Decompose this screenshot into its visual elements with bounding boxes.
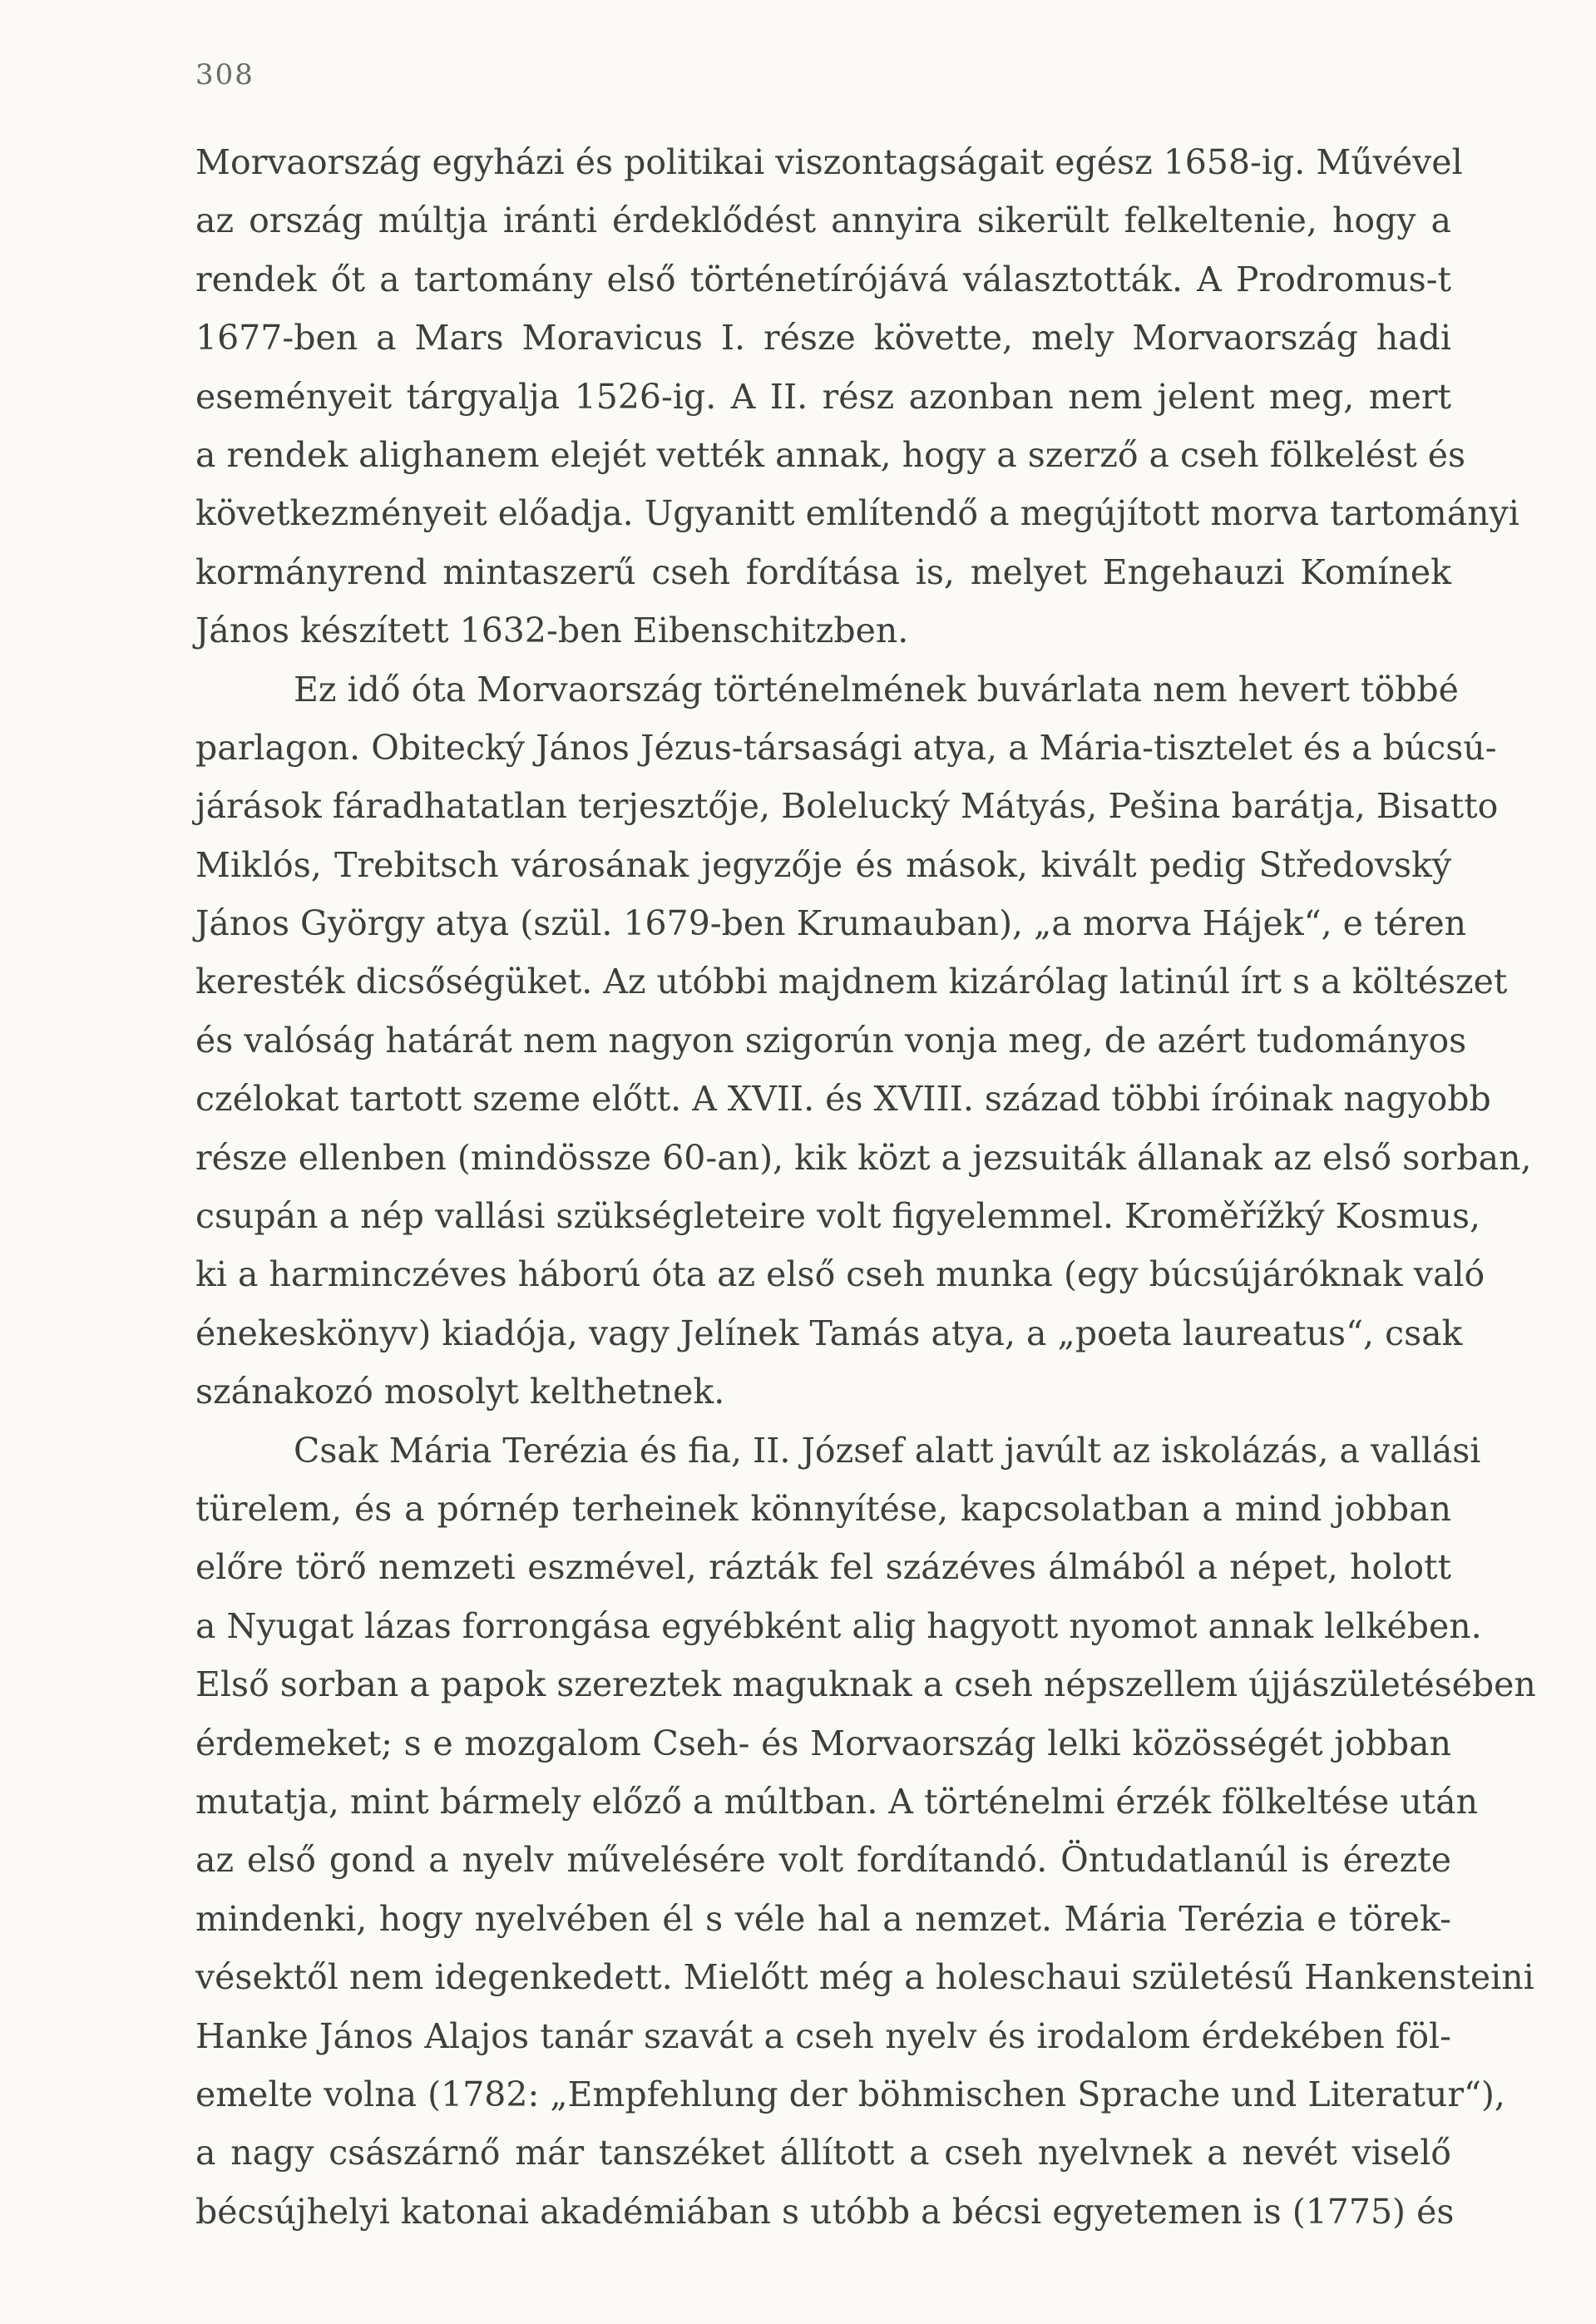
text-line: vésektől nem idegenkedett. Mielőtt még a holeschaui születésű Hankensteini: [195, 1957, 1534, 1998]
text-line: János György atya (szül. 1679-ben Krumauban), „a morva Hájek“, e téren: [195, 903, 1466, 944]
text-line: parlagon. Obitecký János Jézus-társasági atya, a Mária-tisztelet és a búcsú-: [195, 727, 1497, 768]
text-line: szánakozó mosolyt kelthetnek.: [195, 1372, 725, 1412]
text-line: járások fáradhatatlan terjesztője, Bolelucký Mátyás, Pešina barátja, Bisatto: [195, 786, 1499, 827]
body-text: [195, 133, 1536, 2241]
text-line: és valóság határát nem nagyon szigorún vonja meg, de azért tudományos: [195, 1020, 1467, 1061]
text-line: érdemeket; s e mozgalom Cseh- és Morvaország lelki közösségét jobban: [195, 1723, 1451, 1763]
text-line: kormányrend mintaszerű cseh fordítása is, melyet Engehauzi Komínek: [195, 551, 1451, 592]
text-line: Miklós, Trebitsch városának jegyzője és mások, kivált pedig Středovský: [195, 844, 1451, 885]
text-line: az első gond a nyelv művelésére volt fordítandó. Öntudatlanúl is érezte: [195, 1840, 1451, 1881]
text-line: a rendek alighanem elejét vették annak, hogy a szerző a cseh fölkelést és: [195, 434, 1466, 475]
text-line: János készített 1632-ben Eibenschitzben.: [195, 611, 909, 651]
text-line: az ország múltja iránti érdeklődést annyira sikerült felkeltenie, hogy a: [195, 200, 1451, 241]
text-line: előre törő nemzeti eszmével, rázták fel százéves álmából a népet, holott: [195, 1547, 1451, 1588]
text-line: bécsújhelyi katonai akadémiában s utóbb a bécsi egyetemen is (1775) és: [195, 2191, 1455, 2232]
text-line: a nagy császárnő már tanszéket állított a cseh nyelvnek a nevét viselő: [195, 2133, 1451, 2173]
text-line: énekeskönyv) kiadója, vagy Jelínek Tamás atya, a „poeta laureatus“, csak: [195, 1313, 1463, 1353]
text-line: 1677-ben a Mars Moravicus I. része követte, mely Morvaország hadi: [195, 318, 1451, 358]
text-line: emelte volna (1782: „Empfehlung der böhmischen Sprache und Literatur“),: [195, 2074, 1505, 2114]
text-line: Morvaország egyházi és politikai viszontagságait egész 1658-ig. Művével: [195, 142, 1463, 182]
text-line: keresték dicsőségüket. Az utóbbi majdnem kizárólag latinúl írt s a költészet: [195, 962, 1508, 1002]
text-line: mindenki, hogy nyelvében él s véle hal a nemzet. Mária Terézia e törek-: [195, 1898, 1451, 1939]
text-line: a Nyugat lázas forrongása egyébként alig hagyott nyomot annak lelkében.: [195, 1605, 1482, 1646]
text-line: ki a harminczéves háború óta az első cseh munka (egy búcsújáróknak való: [195, 1254, 1485, 1295]
text-line: rendek őt a tartomány első történetírójává választották. A Prodromus-t: [195, 259, 1451, 299]
text-line: türelem, és a pórnép terheinek könnyítése, kapcsolatban a mind jobban: [195, 1488, 1451, 1529]
page-number: 308: [195, 58, 254, 91]
text-line: része ellenben (mindössze 60-an), kik közt a jezsuiták állanak az első sorban,: [195, 1137, 1532, 1178]
text-line: Első sorban a papok szereztek maguknak a cseh népszellem újjászületésében: [195, 1664, 1536, 1705]
text-line: csupán a nép vallási szükségleteire volt figyelemmel. Kroměřížký Kosmus,: [195, 1196, 1481, 1237]
text-line: Hanke János Alajos tanár szavát a cseh nyelv és irodalom érdekében föl-: [195, 2015, 1451, 2056]
text-line: eseményeit tárgyalja 1526-ig. A II. rész azonban nem jelent meg, mert: [195, 376, 1451, 417]
text-line: czélokat tartott szeme előtt. A XVII. és XVIII. század többi íróinak nagyobb: [195, 1079, 1491, 1120]
text-line: következményeit előadja. Ugyanitt említendő a megújított morva tartományi: [195, 493, 1519, 534]
paragraph-start-line: Ez idő óta Morvaország történelmének buvárlata nem hevert többé: [294, 669, 1459, 710]
text-line: mutatja, mint bármely előző a múltban. A történelmi érzék fölkeltése után: [195, 1781, 1478, 1822]
paragraph-start-line: Csak Mária Terézia és fia, II. József alatt javúlt az iskolázás, a vallási: [294, 1430, 1481, 1471]
